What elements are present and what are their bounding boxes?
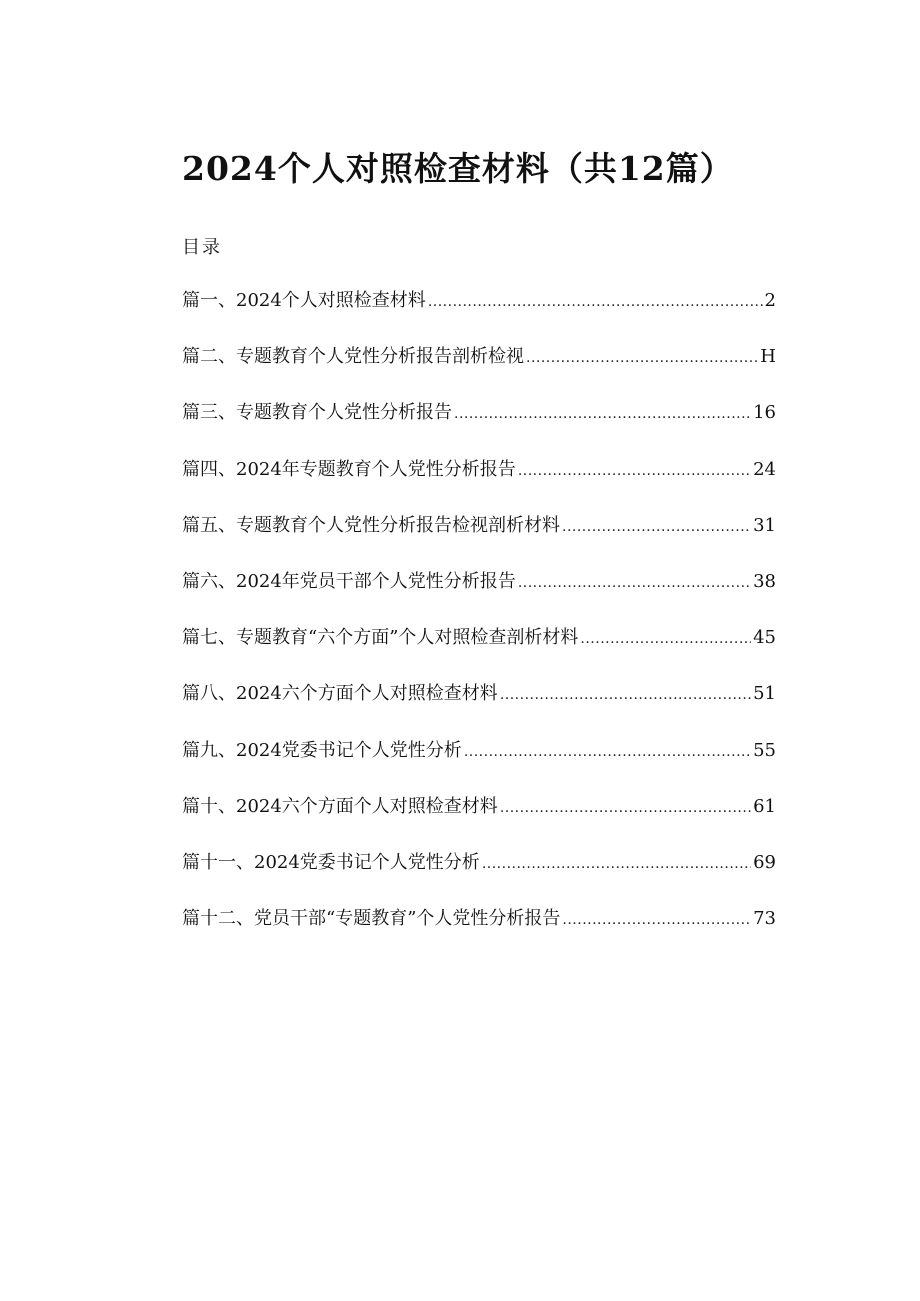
toc-dot-leader — [562, 905, 751, 935]
toc-entry-1[interactable] — [182, 286, 776, 342]
toc-dot-leader — [428, 287, 763, 317]
toc-dot-leader — [580, 624, 751, 654]
toc-entry-label: 篇三、专题教育个人党性分析报告 — [182, 402, 452, 424]
table-of-contents — [182, 286, 776, 960]
toc-entry-2[interactable] — [182, 342, 776, 398]
toc-entry-page: 16 — [753, 402, 776, 424]
toc-entry-page: 2 — [764, 290, 776, 311]
toc-entry-page: 51 — [753, 683, 776, 705]
toc-entry-page: 55 — [753, 739, 776, 761]
toc-entry-9[interactable] — [182, 736, 776, 792]
toc-heading: 目录 — [182, 237, 222, 258]
toc-entry-3[interactable] — [182, 398, 776, 454]
toc-entry-7[interactable] — [182, 623, 776, 679]
document-title: 2024个人对照检查材料（共12篇） — [182, 149, 734, 188]
toc-entry-5[interactable] — [182, 511, 776, 567]
toc-entry-page: 38 — [753, 570, 776, 592]
toc-dot-leader — [518, 568, 751, 598]
toc-dot-leader — [562, 512, 751, 542]
toc-entry-page: 69 — [753, 851, 776, 873]
toc-entry-10[interactable] — [182, 792, 776, 848]
toc-entry-8[interactable] — [182, 679, 776, 735]
toc-entry-page: 45 — [753, 627, 776, 649]
toc-entry-page: 61 — [753, 795, 776, 817]
toc-dot-leader — [500, 680, 751, 710]
toc-entry-label: 篇七、专题教育“六个方面”个人对照检查剖析材料 — [182, 627, 579, 649]
toc-entry-page: H — [760, 346, 776, 368]
toc-entry-label: 篇十二、党员干部“专题教育”个人党性分析报告 — [182, 908, 561, 930]
toc-dot-leader — [526, 343, 758, 373]
toc-dot-leader — [454, 399, 751, 429]
toc-entry-label: 篇四、2024年专题教育个人党性分析报告 — [182, 458, 516, 480]
toc-entry-label: 篇一、2024个人对照检查材料 — [182, 290, 426, 311]
toc-entry-page: 24 — [753, 458, 776, 480]
toc-entry-page: 73 — [753, 908, 776, 930]
toc-entry-label: 篇十一、2024党委书记个人党性分析 — [182, 851, 480, 873]
toc-entry-page: 31 — [753, 514, 776, 536]
toc-entry-11[interactable] — [182, 848, 776, 904]
toc-dot-leader — [482, 849, 751, 879]
toc-entry-label: 篇九、2024党委书记个人党性分析 — [182, 739, 462, 761]
toc-entry-6[interactable] — [182, 567, 776, 623]
toc-entry-label: 篇六、2024年党员干部个人党性分析报告 — [182, 570, 516, 592]
toc-dot-leader — [518, 456, 751, 486]
toc-entry-12[interactable] — [182, 904, 776, 960]
toc-entry-label: 篇二、专题教育个人党性分析报告剖析检视 — [182, 346, 524, 368]
toc-dot-leader — [464, 737, 751, 767]
toc-entry-label: 篇五、专题教育个人党性分析报告检视剖析材料 — [182, 514, 560, 536]
toc-entry-label: 篇十、2024六个方面个人对照检查材料 — [182, 795, 498, 817]
toc-entry-4[interactable] — [182, 455, 776, 511]
toc-entry-label: 篇八、2024六个方面个人对照检查材料 — [182, 683, 498, 705]
toc-dot-leader — [500, 793, 751, 823]
